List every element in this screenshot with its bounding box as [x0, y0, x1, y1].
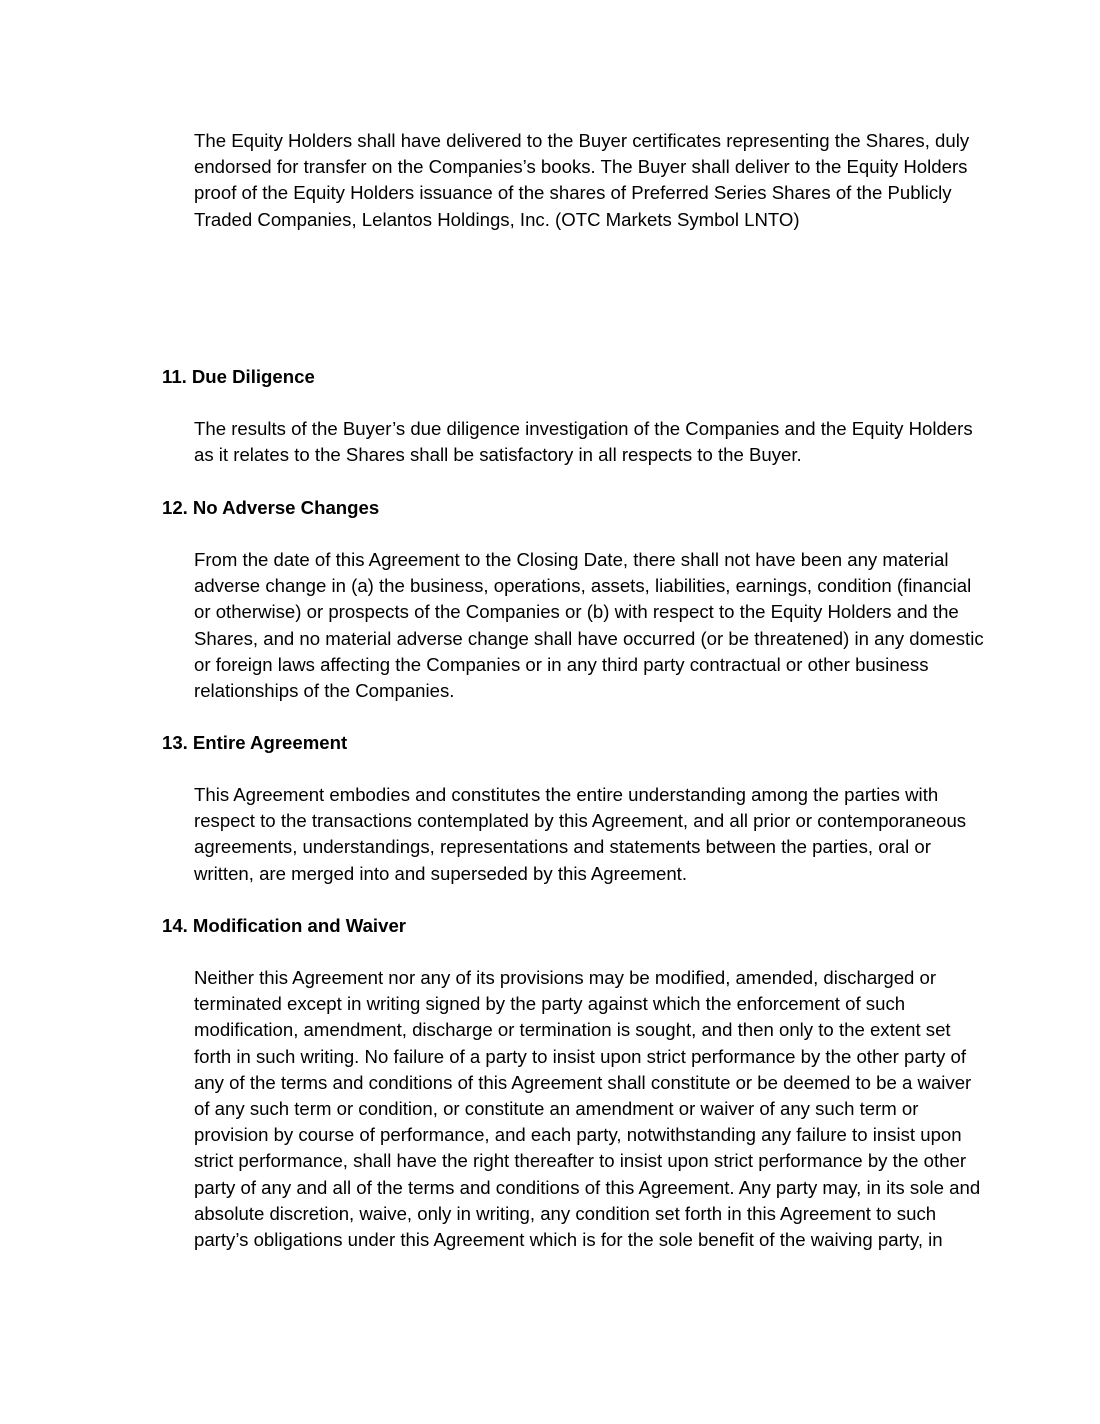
intro-paragraph: The Equity Holders shall have delivered to the Buyer certificates representing the Shares, duly endorsed for transfer on the Companies’s books. The Buyer shall deliver to the Equity Holders proof of the Equity Holders issuance of the shares of Preferred Series Shares of the Publicly Traded Companies, Lelantos Holdings, Inc. (OTC Markets Symbol LNTO) — [194, 130, 970, 230]
section-body-12: From the date of this Agreement to the Closing Date, there shall not have been any material adverse change in (a) the business, operations, assets, liabilities, earnings, condition (financial or otherwise) or prospects of the Companies or (b) with respect to the Equity Holders and the Shares, and no material adverse change shall have occurred (or be threatened) in any domestic or foreign laws affecting the Companies or in any third party contractual or other business relationships of the Companies. — [194, 549, 984, 702]
section-title: Due Diligence — [191, 366, 315, 387]
section-title: Modification and Waiver — [192, 915, 407, 936]
section-number: 12. — [162, 497, 188, 518]
section-heading-13 — [162, 730, 347, 756]
section-title: Entire Agreement — [192, 732, 348, 753]
section-body-13: This Agreement embodies and constitutes the entire understanding among the parties with respect to the transactions contemplated by this Agreement, and all prior or contemporaneous agreements, understandings, representations and statements between the parties, oral or written, are merged into and superseded by this Agreement. — [194, 784, 967, 884]
section-heading-14 — [162, 913, 406, 939]
section-title: No Adverse Changes — [192, 497, 380, 518]
section-body-11: The results of the Buyer’s due diligence investigation of the Companies and the Equity Holders as it relates to the Shares shall be satisfactory in all respects to the Buyer. — [194, 418, 973, 466]
section-heading-12 — [162, 495, 379, 521]
section-heading-11 — [162, 364, 315, 390]
section-number: 11. — [162, 366, 187, 387]
section-body-14: Neither this Agreement nor any of its provisions may be modified, amended, discharged or terminated except in writing signed by the party against which the enforcement of such modification, amendment, discharge or termination is sought, and then only to the extent set forth in such writing. No failure of a party to insist upon strict performance by the other party of any of the terms and conditions of this Agreement shall constitute or be deemed to be a waiver of any such term or condition, or constitute an amendment or waiver of any such term or provision by course of performance, and each party, notwithstanding any failure to insist upon strict performance, shall have the right thereafter to insist upon strict performance by the other party of any and all of the terms and conditions of this Agreement. Any party may, in its sole and absolute discretion, waive, only in writing, any condition set forth in this Agreement to such party’s obligations under this Agreement which is for the sole benefit of the waiving party, in — [194, 967, 981, 1251]
section-number: 14. — [162, 915, 188, 936]
section-number: 13. — [162, 732, 188, 753]
